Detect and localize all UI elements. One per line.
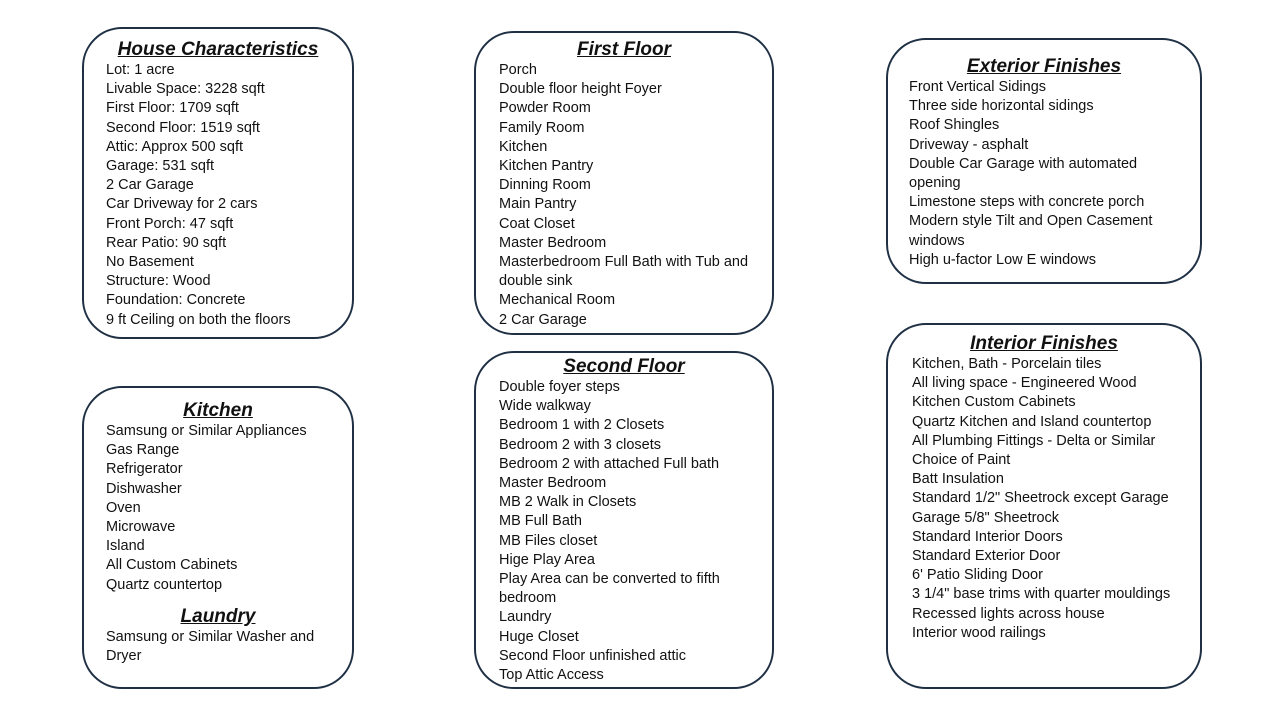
list-item: Porch (499, 62, 537, 78)
list-item: High u-factor Low E windows (909, 251, 1096, 268)
list-item: Double foyer steps (499, 379, 620, 395)
list-item: Bedroom 2 with 3 closets (499, 436, 661, 453)
second-floor-title: Second Floor (563, 356, 685, 377)
list-item: Garage: 531 sqft (106, 158, 215, 175)
list-item: Family Room (499, 119, 585, 136)
list-item: Master Bedroom (499, 234, 607, 251)
interior-finishes-card (886, 323, 1202, 689)
list-item: Garage 5/8" Sheetrock (912, 509, 1060, 526)
list-item: Double Car Garage with automated opening (909, 155, 1138, 192)
list-item: Wide walkway (499, 398, 591, 415)
first-floor-card (474, 31, 774, 335)
list-item: Foundation: Concrete (106, 292, 246, 309)
list-item: Dinning Room (499, 177, 591, 194)
list-item: Car Driveway for 2 cars (106, 196, 258, 213)
list-item: All Plumbing Fittings - Delta or Similar (912, 432, 1156, 449)
house-characteristics-title: House Characteristics (117, 39, 319, 60)
list-item: Modern style Tilt and Open Casement windows (909, 213, 1153, 249)
first-floor-title: First Floor (577, 39, 671, 60)
list-item: Driveway - asphalt (909, 136, 1029, 153)
list-item: 2 Car Garage (499, 311, 587, 328)
list-item: Main Pantry (499, 196, 577, 213)
list-item: Standard 1/2" Sheetrock except Garage (912, 490, 1169, 507)
list-item: Rear Patio: 90 sqft (106, 234, 227, 251)
list-item: Dishwasher (106, 480, 182, 497)
laundry-list (106, 628, 341, 666)
list-item: 9 ft Ceiling on both the floors (106, 311, 291, 328)
kitchen-laundry-card (82, 386, 354, 689)
list-item: Huge Closet (499, 628, 579, 645)
list-item: Island (106, 538, 145, 555)
list-item: All living space - Engineered Wood (912, 375, 1137, 392)
list-item: Top Attic Access (499, 667, 604, 684)
list-item: Standard Exterior Door (912, 548, 1061, 565)
list-item: Limestone steps with concrete porch (909, 194, 1145, 211)
list-item: Laundry (499, 609, 552, 626)
list-item: Kitchen, Bath - Porcelain tiles (912, 356, 1102, 372)
house-characteristics-card (82, 27, 354, 339)
list-item: Masterbedroom Full Bath with Tub and double sink (499, 254, 749, 290)
house-characteristics-list (106, 61, 352, 330)
list-item: Kitchen Custom Cabinets (912, 394, 1076, 411)
list-item: MB Files closet (499, 532, 598, 549)
list-item: Mechanical Room (499, 292, 616, 309)
list-item: Hige Play Area (499, 551, 595, 568)
list-item: Bedroom 2 with attached Full bath (499, 455, 720, 472)
list-item: Quartz countertop (106, 576, 223, 593)
list-item: 6' Patio Sliding Door (912, 567, 1043, 584)
exterior-finishes-card (886, 38, 1202, 284)
second-floor-list (499, 378, 761, 685)
second-floor-card (474, 351, 774, 689)
list-item: Microwave (106, 519, 176, 536)
list-item: 3 1/4" base trims with quarter mouldings (912, 586, 1171, 603)
list-item: Powder Room (499, 100, 591, 117)
list-item: Bedroom 1 with 2 Closets (499, 417, 665, 434)
list-item: Three side horizontal sidings (909, 98, 1094, 115)
laundry-title: Laundry (180, 605, 256, 627)
list-item: Lot: 1 acre (106, 62, 175, 78)
list-item: Choice of Paint (912, 452, 1011, 469)
list-item: MB Full Bath (499, 513, 582, 530)
list-item: Livable Space: 3228 sqft (106, 81, 265, 98)
first-floor-list (499, 61, 761, 330)
list-item: Front Porch: 47 sqft (106, 215, 234, 232)
list-item: Structure: Wood (106, 273, 211, 290)
list-item: Samsung or Similar Appliances (106, 423, 307, 439)
list-item: Roof Shingles (909, 117, 1000, 134)
list-item: Batt Insulation (912, 471, 1004, 488)
list-item: Gas Range (106, 442, 180, 459)
interior-finishes-list (912, 355, 1187, 643)
list-item: No Basement (106, 254, 194, 271)
list-item: Samsung or Similar Washer and Dryer (106, 628, 315, 665)
exterior-finishes-title: Exterior Finishes (966, 56, 1122, 77)
kitchen-title: Kitchen (183, 400, 253, 421)
list-item: Second Floor: 1519 sqft (106, 119, 260, 136)
list-item: Second Floor unfinished attic (499, 647, 686, 664)
list-item: Interior wood railings (912, 624, 1046, 641)
list-item: Double floor height Foyer (499, 81, 662, 98)
list-item: Oven (106, 499, 141, 516)
list-item: Recessed lights across house (912, 605, 1105, 622)
list-item: Coat Closet (499, 215, 575, 232)
list-item: Quartz Kitchen and Island countertop (912, 413, 1152, 430)
interior-finishes-title: Interior Finishes (970, 333, 1118, 354)
list-item: First Floor: 1709 sqft (106, 100, 239, 117)
list-item: MB 2 Walk in Closets (499, 494, 637, 511)
list-item: Master Bedroom (499, 475, 607, 492)
list-item: Kitchen (499, 138, 548, 155)
list-item: Refrigerator (106, 461, 183, 478)
exterior-finishes-list (909, 78, 1179, 270)
list-item: 2 Car Garage (106, 177, 194, 194)
kitchen-list (106, 422, 341, 595)
list-item: All Custom Cabinets (106, 557, 238, 574)
list-item: Standard Interior Doors (912, 528, 1063, 545)
list-item: Attic: Approx 500 sqft (106, 138, 244, 155)
list-item: Kitchen Pantry (499, 158, 594, 175)
list-item: Play Area can be converted to fifth bedroom (499, 571, 720, 607)
list-item: Front Vertical Sidings (909, 79, 1047, 95)
